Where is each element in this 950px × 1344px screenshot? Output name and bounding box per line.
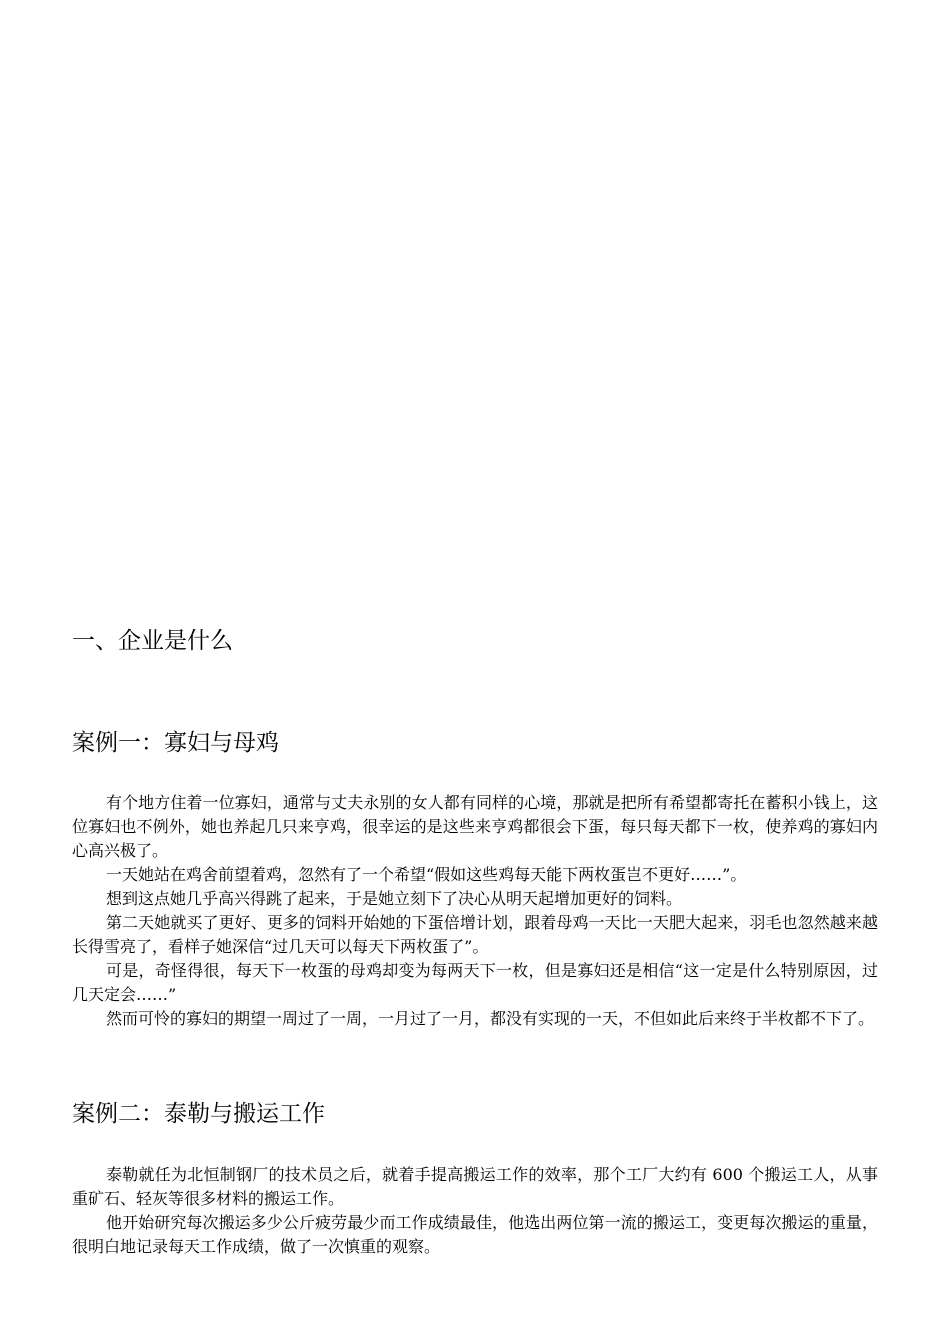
case1-paragraph: 第二天她就买了更好、更多的饲料开始她的下蛋倍增计划，跟着母鸡一天比一天肥大起来，羽毛也忽然越来越长得雪亮了，看样子她深信“过几天可以每天下两枚蛋了”。 — [72, 913, 878, 956]
case1-body — [72, 791, 878, 1031]
case2-paragraph: 他开始研究每次搬运多少公斤疲劳最少而工作成绩最佳，他选出两位第一流的搬运工，变更每次搬运的重量，很明白地记录每天工作成绩，做了一次慎重的观察。 — [72, 1213, 878, 1256]
case2-body — [72, 1163, 878, 1259]
case2-paragraph: 泰勒就任为北恒制钢厂的技术员之后，就着手提高搬运工作的效率，那个工厂大约有 600 个搬运工人，从事重矿石、轻灰等很多材料的搬运工作。 — [72, 1165, 878, 1208]
case1-paragraph: 可是，奇怪得很，每天下一枚蛋的母鸡却变为每两天下一枚，但是寡妇还是相信“这一定是什么特别原因，过几天定会……” — [72, 961, 878, 1004]
case1-title: 案例一：寡妇与母鸡 — [72, 730, 279, 756]
case1-paragraph: 想到这点她几乎高兴得跳了起来，于是她立刻下了决心从明天起增加更好的饲料。 — [106, 889, 683, 908]
case1-paragraph: 有个地方住着一位寡妇，通常与丈夫永别的女人都有同样的心境，那就是把所有希望都寄托在蓄积小钱上，这位寡妇也不例外，她也养起几只来亨鸡，很幸运的是这些来亨鸡都很会下蛋，每只每天都下一枚，使养鸡的寡妇内心高兴极了。 — [72, 793, 878, 860]
case1-paragraph: 一天她站在鸡舍前望着鸡，忽然有了一个希望“假如这些鸡每天能下两枚蛋岂不更好……”。 — [106, 865, 747, 884]
case1-paragraph: 然而可怜的寡妇的期望一周过了一周，一月过了一月，都没有实现的一天，不但如此后来终于半枚都不下了。 — [106, 1009, 875, 1028]
section-heading: 一、企业是什么 — [72, 628, 233, 654]
case2-title: 案例二：泰勒与搬运工作 — [72, 1101, 325, 1127]
